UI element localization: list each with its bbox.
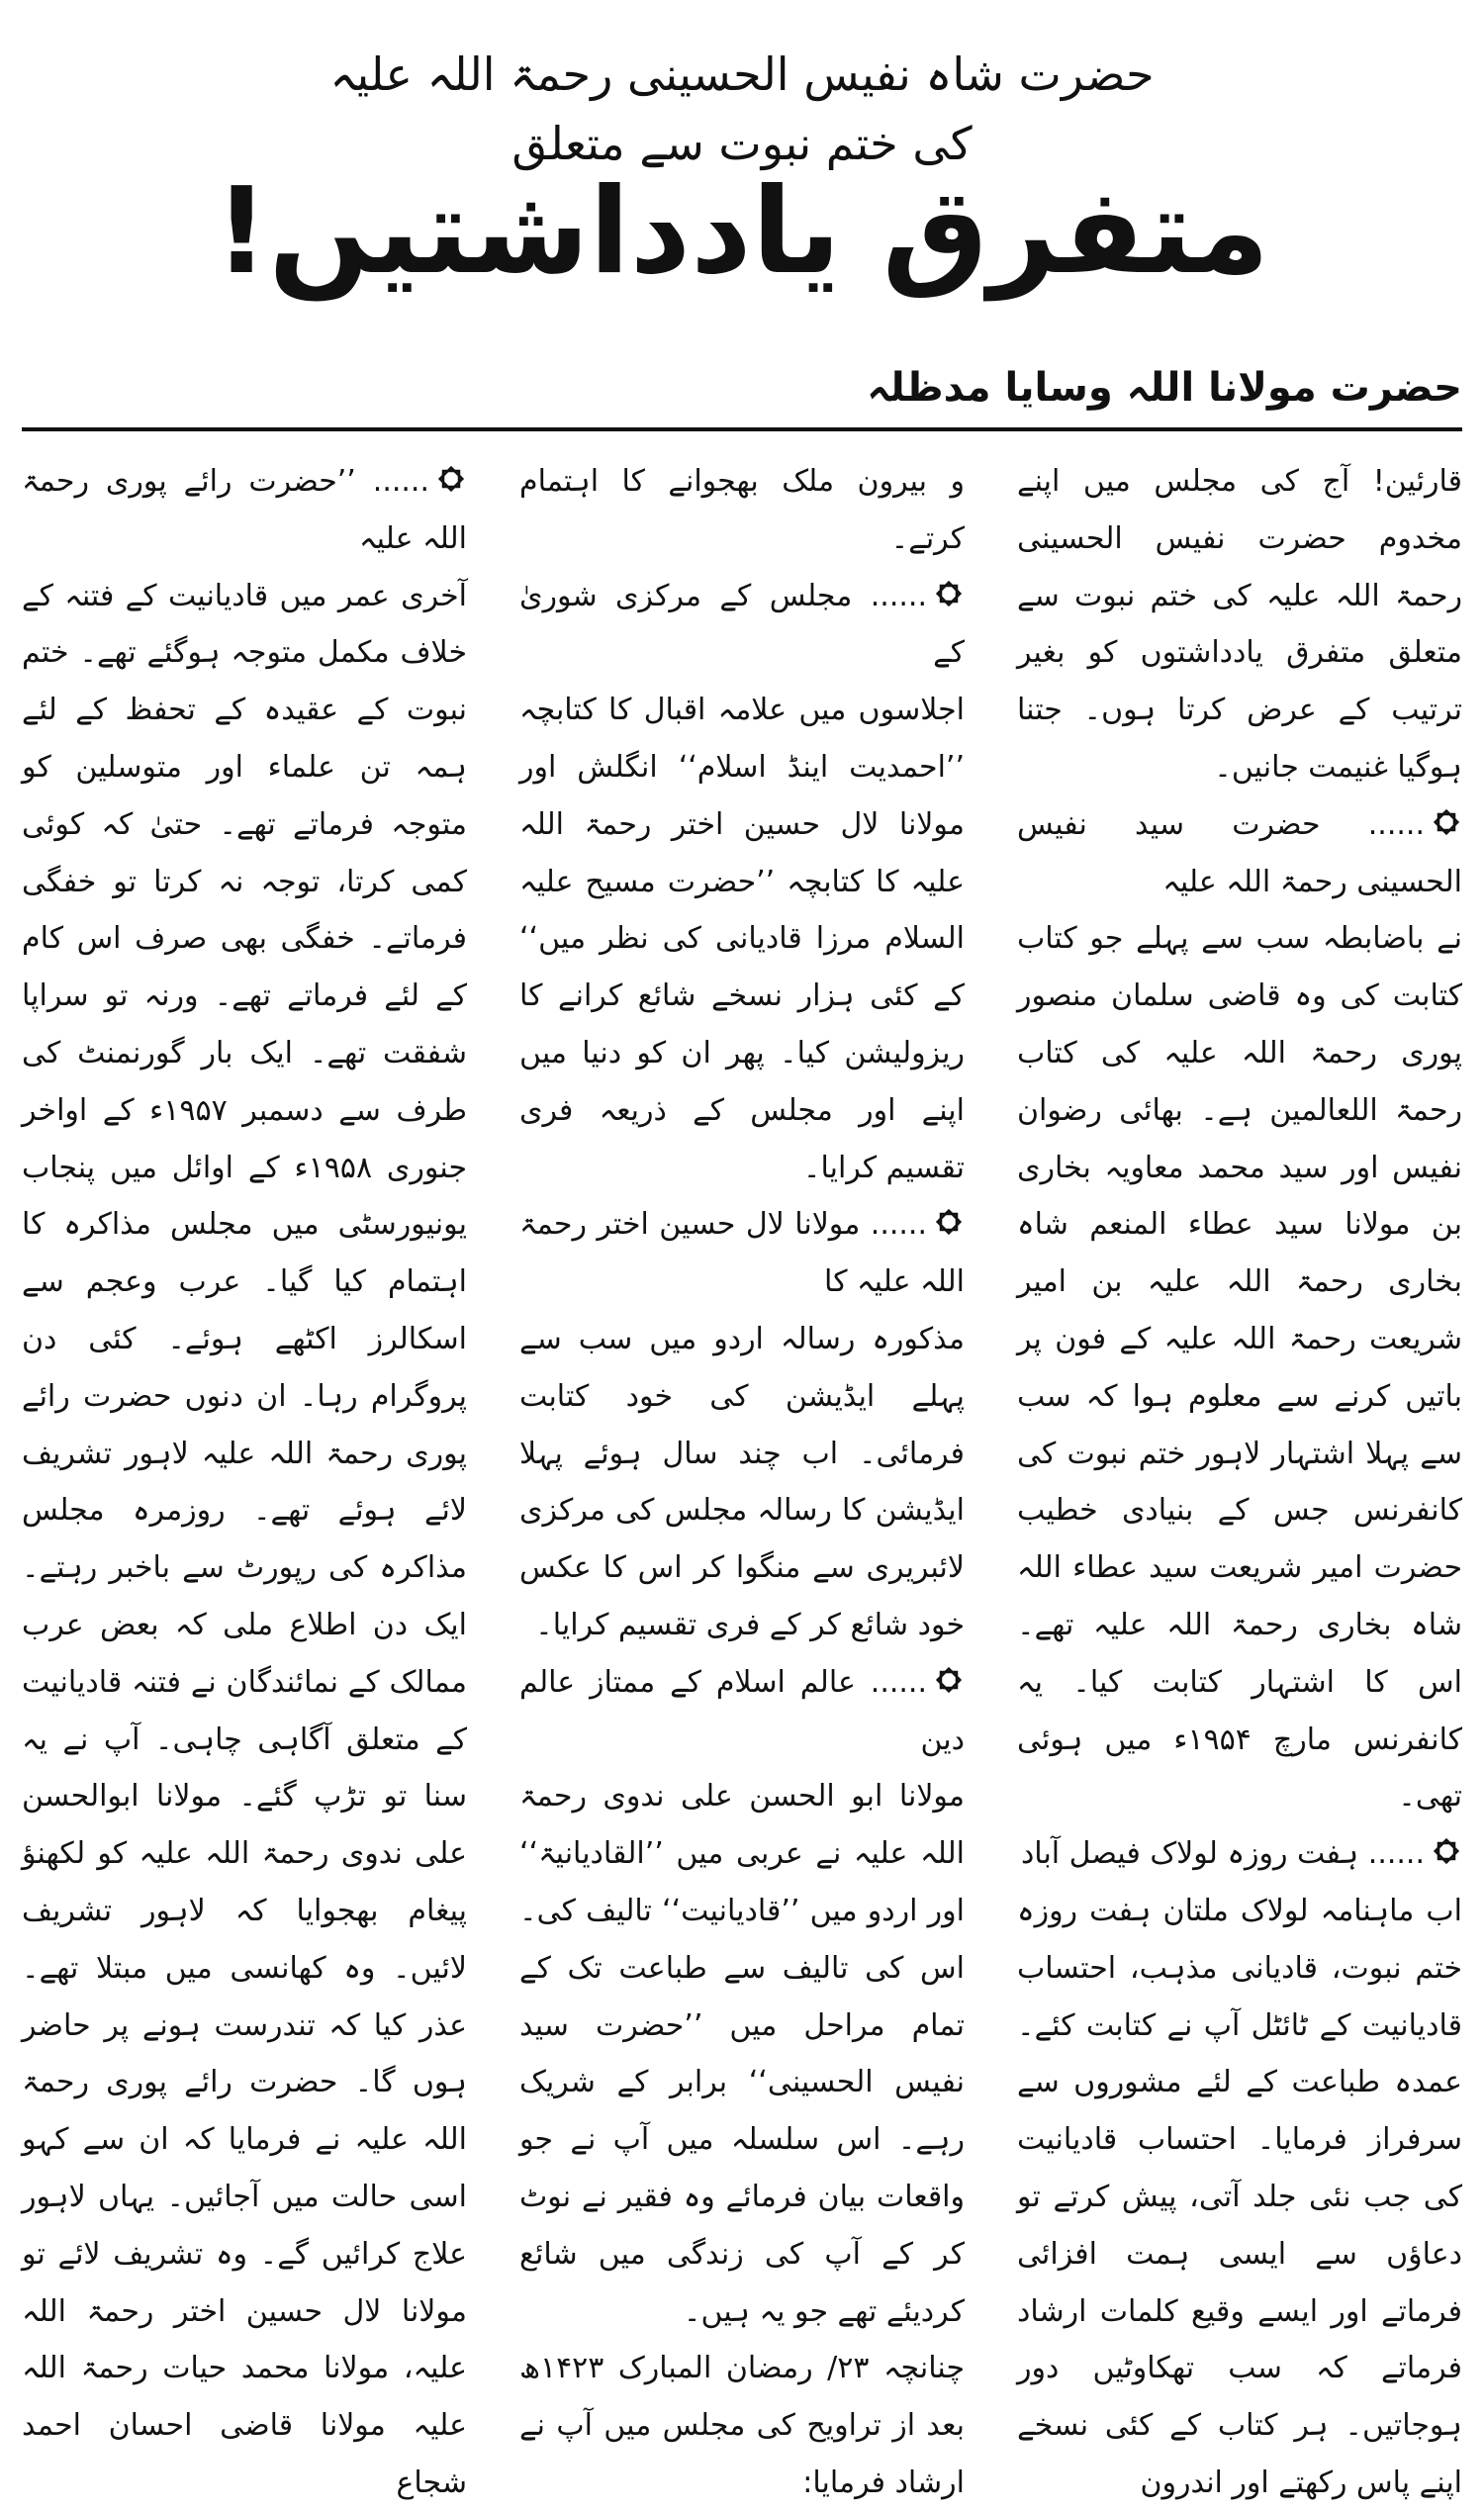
- section-paragraph: [519, 1196, 965, 1311]
- section-lead: ...... حضرت سید نفیس الحسینی رحمۃ اللہ علیہ: [1017, 806, 1462, 899]
- paragraph: مذکورہ رسالہ اردو میں سب سے پہلے ایڈیشن کی خود کتابت فرمائی۔ اب چند سال ہوئے پہلا ایڈیشن کا رسالہ مجلس کی مرکزی لائبریری سے منگوا کر اس کا عکس خود شائع کر کے فری تقسیم کرایا۔: [519, 1321, 965, 1642]
- section-lead: ...... مجلس کے مرکزی شوریٰ کے: [519, 578, 965, 671]
- paragraph: نے باضابطہ سب سے پہلے جو کتاب کتابت کی وہ قاضی سلمان منصور پوری رحمۃ اللہ علیہ کی کتاب رحمۃ اللعالمین ہے۔ بھائی رضوان نفیس اور سید محمد معاویہ بخاری بن مولانا سید عطاء المنعم شاہ بخاری رحمۃ اللہ علیہ بن امیر شریعت رحمۃ اللہ علیہ کے فون پر باتیں کرنے سے معلوم ہوا کہ سب سے پہلا اشتہار لاہور ختم نبوت کی کانفرنس جس کے بنیادی خطیب حضرت امیر شریعت سید عطاء اللہ شاہ بخاری رحمۃ اللہ علیہ تھے۔ اس کا اشتہار کتابت کیا۔ یہ کانفرنس مارچ ۱۹۵۴ء میں ہوئی تھی۔: [1017, 921, 1462, 1814]
- article-kicker: حضرت شاہ نفیس الحسینی رحمۃ اللہ علیہ کی ختم نبوت سے متعلق: [329, 47, 1155, 170]
- octagram-star-icon: [1431, 1835, 1462, 1867]
- paragraph: مولانا ابو الحسن علی ندوی رحمۃ اللہ علیہ نے عربی میں ’’القادیانیۃ‘‘ اور اردو میں ’’قادیانیت‘‘ تالیف کی۔ اس کی تالیف سے طباعت تک کے تمام مراحل میں ’’حضرت سید نفیس الحسینی‘‘ برابر کے شریک رہے۔ اس سلسلہ میں آپ نے جو واقعات بیان فرمائے وہ فقیر نے نوٹ کر کے آپ کی زندگی میں شائع کردیئے تھے جو یہ ہیں۔: [519, 1779, 965, 2329]
- section-paragraph: [519, 568, 965, 683]
- section-lead: ...... مولانا لال حسین اختر رحمۃ اللہ علیہ کا: [519, 1207, 965, 1300]
- octagram-star-icon: [933, 578, 965, 609]
- paragraph: چنانچہ ۲۳/ رمضان المبارک ۱۴۲۳ھ بعد از تراویح کی مجلس میں آپ نے ارشاد فرمایا:: [519, 2351, 965, 2500]
- article-headline: متفرق یادداشتیں!: [214, 163, 1270, 301]
- section-paragraph: [22, 453, 467, 568]
- column-middle: [519, 453, 965, 2500]
- octagram-star-icon: [933, 1664, 965, 1696]
- section-lead: ...... ہفت روزہ لولاک فیصل آباد: [1020, 1836, 1425, 1872]
- octagram-star-icon: [1431, 806, 1462, 838]
- section-paragraph: [1017, 796, 1462, 911]
- paragraph: و بیرون ملک بھجوانے کا اہتمام کرتے۔: [519, 464, 965, 556]
- section-lead: ...... ’’حضرت رائے پوری رحمۃ اللہ علیہ: [22, 464, 467, 556]
- section-lead: ...... عالم اسلام کے ممتاز عالم دین: [519, 1664, 965, 1757]
- article-byline: حضرت مولانا اللہ وسایا مدظلہ: [867, 365, 1462, 411]
- paragraph: قارئین! آج کی مجلس میں اپنے مخدوم حضرت نفیس الحسینی رحمۃ اللہ علیہ کی ختم نبوت سے متعلق متفرق یادداشتوں کو بغیر ترتیب کے عرض کرتا ہوں۔ جتنا ہوگیا غنیمت جانیں۔: [1017, 464, 1462, 785]
- paragraph: اب ماہنامہ لولاک ملتان ہفت روزہ ختم نبوت، قادیانی مذہب، احتساب قادیانیت کے ٹائٹل آپ نے کتابت کئے۔ عمدہ طباعت کے لئے مشوروں سے سرفراز فرمایا۔ احتساب قادیانیت کی جب نئی جلد آتی، پیش کرتے تو دعاؤں سے ایسی ہمت افزائی فرماتے اور ایسے وقیع کلمات ارشاد فرماتے کہ سب تھکاوٹیں دور ہوجاتیں۔ ہر کتاب کے کئی نسخے اپنے پاس رکھتے اور اندرون: [1017, 1893, 1462, 2500]
- article-columns: [22, 453, 1462, 2500]
- byline-rule: [22, 427, 1462, 431]
- octagram-star-icon: [933, 1206, 965, 1238]
- paragraph: اجلاسوں میں علامہ اقبال کا کتابچہ ’’احمدیت اینڈ اسلام‘‘ انگلش اور مولانا لال حسین اختر رحمۃ اللہ علیہ کا کتابچہ ’’حضرت مسیح علیہ السلام مرزا قادیانی کی نظر میں‘‘ کے کئی ہزار نسخے شائع کرانے کا ریزولیشن کیا۔ پھر ان کو دنیا میں اپنے اور مجلس کے ذریعہ فری تقسیم کرایا۔: [519, 693, 965, 1185]
- column-right: [1017, 453, 1462, 2500]
- section-paragraph: [1017, 1825, 1462, 1883]
- octagram-star-icon: [435, 463, 467, 495]
- column-left: [22, 453, 468, 2500]
- section-paragraph: [519, 1654, 965, 1769]
- paragraph: آخری عمر میں قادیانیت کے فتنہ کے خلاف مکمل متوجہ ہوگئے تھے۔ ختم نبوت کے عقیدہ کے تحفظ کے لئے ہمہ تن علماء اور متوسلین کو متوجہ فرماتے تھے۔ حتیٰ کہ کوئی کمی کرتا، توجہ نہ کرتا تو خفگی فرماتے۔ خفگی بھی صرف اس کام کے لئے فرماتے تھے۔ ورنہ تو سراپا شفقت تھے۔ ایک بار گورنمنٹ کی طرف سے دسمبر ۱۹۵۷ء کے اواخر جنوری ۱۹۵۸ء کے اوائل میں پنجاب یونیورسٹی میں مجلس مذاکرہ کا اہتمام کیا گیا۔ عرب وعجم سے اسکالرز اکٹھے ہوئے۔ کئی دن پروگرام رہا۔ ان دنوں حضرت رائے پوری رحمۃ اللہ علیہ لاہور تشریف لائے ہوئے تھے۔ روزمرہ مجلس مذاکرہ کی رپورٹ سے باخبر رہتے۔ ایک دن اطلاع ملی کہ بعض عرب ممالک کے نمائندگان نے فتنہ قادیانیت کے متعلق آگاہی چاہی۔ آپ نے یہ سنا تو تڑپ گئے۔ مولانا ابوالحسن علی ندوی رحمۃ اللہ علیہ کو لکھنؤ پیغام بھجوایا کہ لاہور تشریف لائیں۔ وہ کھانسی میں مبتلا تھے۔ عذر کیا کہ تندرست ہونے پر حاضر ہوں گا۔ حضرت رائے پوری رحمۃ اللہ علیہ نے فرمایا کہ ان سے کہو اسی حالت میں آجائیں۔ یہاں لاہور علاج کرائیں گے۔ وہ تشریف لائے تو مولانا لال حسین اختر رحمۃ اللہ علیہ، مولانا محمد حیات رحمۃ اللہ علیہ مولانا قاضی احسان احمد شجاع: [22, 578, 468, 2500]
